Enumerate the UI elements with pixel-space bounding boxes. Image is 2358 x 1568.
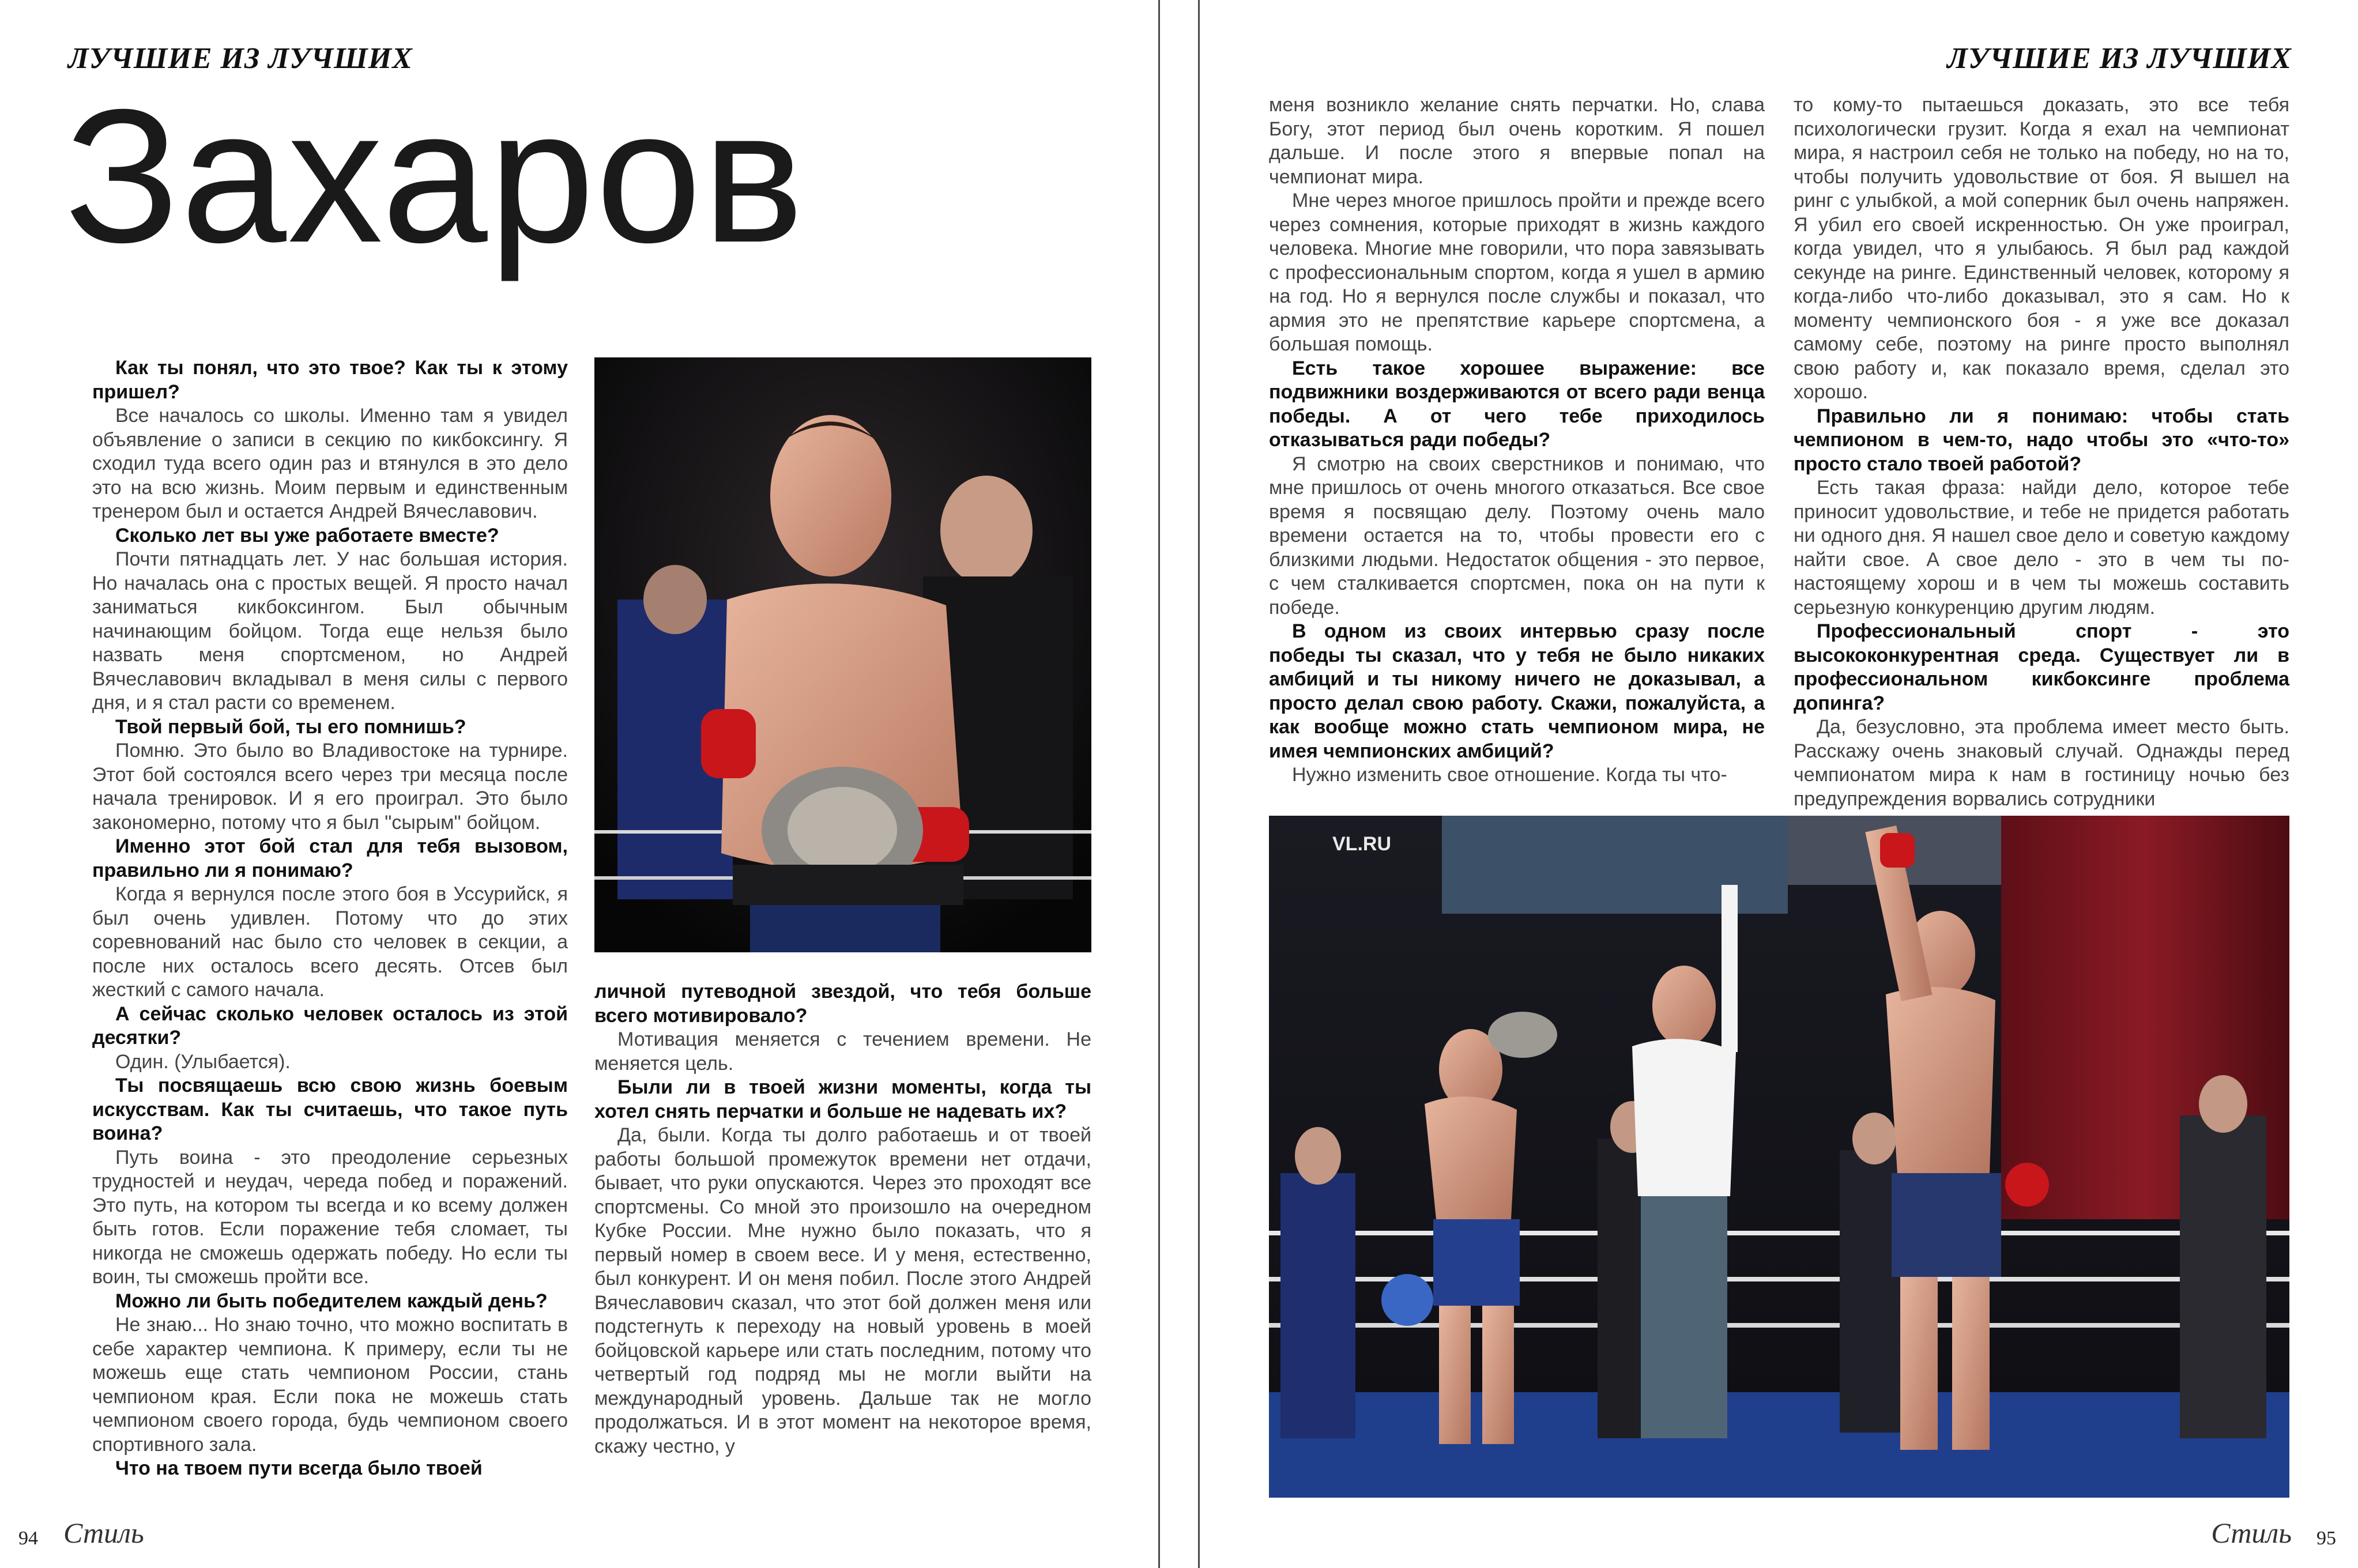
interview-answer: Один. (Улыбается). xyxy=(115,1050,291,1073)
page-number: 94 xyxy=(18,1528,38,1549)
interview-answer: Мотивация меняется с течением времени. Не меняется цель. xyxy=(594,1028,1091,1075)
interview-question: Как ты понял, что это твое? Как ты к этому пришел? xyxy=(92,357,568,403)
page-number: 95 xyxy=(2316,1528,2336,1549)
interview-answer: меня возникло желание снять перчатки. Но, слава Богу, этот период был очень коротким. Я пошел дальше. И после этого я впервые попал на чемпионат мира. xyxy=(1269,94,1765,188)
left-page xyxy=(0,0,1160,1568)
interview-question: Твой первый бой, ты его помнишь? xyxy=(115,715,466,738)
interview-answer: Да, безусловно, эта проблема имеет место быть. Расскажу очень знаковый случай. Однажды перед чемпионатом мира к нам в гостиницу ночью без предупреждения ворвались сотрудники xyxy=(1794,716,2289,810)
interview-answer: Почти пятнадцать лет. У нас большая история. Но началась она с простых вещей. Я просто начал заниматься кикбоксингом. Был обычным начинающим бойцом. Тогда еще нельзя было назвать меня спортсменом, но Андрей Вячеславович вкладывал в меня силы с первого дня, и я стал расти со временем. xyxy=(92,548,568,714)
interview-question: А сейчас сколько человек осталось из этой десятки? xyxy=(92,1002,568,1049)
section-header: ЛУЧШИЕ ИЗ ЛУЧШИХ xyxy=(68,42,413,75)
interview-answer: Есть такая фраза: найди дело, которое тебе приносит удовольствие, и тебе не придется работать ни одного дня. Я нашел свое дело и советую каждому найти свое. А свое дело - это в чем ты по-настоящему хорош и в чем ты можешь составить серьезную конкуренцию другим людям. xyxy=(1794,477,2289,619)
interview-question: личной путеводной звездой, что тебя больше всего мотивировало? xyxy=(594,981,1091,1027)
interview-question: Что на твоем пути всегда было твоей xyxy=(115,1457,483,1479)
interview-answer: Мне через многое пришлось пройти и прежде всего через сомнения, которые приходят в жизнь каждого человека. Многие мне говорили, что пора завязывать с профессиональным спортом, когда я ушел в армию на год. Но я вернулся после службы и показал, что армия это не препятствие карьере спортсмена, а большая помощь. xyxy=(1269,190,1765,355)
interview-answer: Все началось со школы. Именно там я увидел объявление о записи в секцию по кикбоксингу. Я сходил туда всего один раз и втянулся в это дело это на всю жизнь. Моим первым и единственным тренером был и остается Андрей Вячеславович. xyxy=(92,405,568,522)
interview-answer: Не знаю... Но знаю точно, что можно воспитать в себе характер чемпиона. К примеру, если ты не можешь еще стать чемпионом России, стань чемпионом края. Если пока не можешь стать чемпионом своего города, будь чемпионом своего спортивного зала. xyxy=(92,1314,568,1456)
interview-question: Ты посвящаешь всю свою жизнь боевым искусствам. Как ты считаешь, что такое путь воина? xyxy=(92,1075,568,1144)
text-column-2 xyxy=(594,980,1091,1458)
section-header: ЛУЧШИЕ ИЗ ЛУЧШИХ xyxy=(1947,42,2292,75)
interview-answer: Путь воина - это преодоление серьезных трудностей и неудач, череда побед и поражений. Это путь, на котором ты всегда и ко всему должен быть готов. Если поражение тебя сломает, ты никогда не сможешь одержать победу. Но если ты воин, ты сможешь пройти все. xyxy=(92,1146,568,1288)
magazine-logo: Стиль xyxy=(63,1517,144,1549)
interview-question: В одном из своих интервью сразу после победы ты сказал, что у тебя не было никаких амбиций и ты никому ничего не доказывал, а просто делал свою работу. Скажи, пожалуйста, а как вообще можно стать чемпионом мира, не имея чемпионских амбиций? xyxy=(1269,620,1765,762)
text-column-1 xyxy=(92,356,568,1481)
right-page xyxy=(1198,0,2358,1568)
text-column-2 xyxy=(1794,93,2289,811)
interview-question: Профессиональный спорт - это высококонкурентная среда. Существует ли в профессиональном кикбоксинге проблема допинга? xyxy=(1794,620,2289,714)
interview-question: Есть такое хорошее выражение: все подвижники воздерживаются от всего ради венца победы. А от чего тебе приходилось отказываться ради победы? xyxy=(1269,357,1765,451)
interview-answer: Когда я вернулся после этого боя в Уссурийск, я был очень удивлен. Потому что до этих соревнований нас было сто человек в секции, а после них осталось всего десять. Отсев был жесткий с самого начала. xyxy=(92,883,568,1001)
interview-question: Можно ли быть победителем каждый день? xyxy=(115,1290,548,1312)
photo-watermark: VL.RU xyxy=(1332,833,1391,855)
portrait-photo xyxy=(594,357,1091,952)
interview-question: Были ли в твоей жизни моменты, когда ты хотел снять перчатки и больше не надевать их? xyxy=(594,1076,1091,1122)
interview-question: Именно этот бой стал для тебя вызовом, правильно ли я понимаю? xyxy=(92,835,568,881)
text-column-1 xyxy=(1269,93,1765,787)
interview-question: Сколько лет вы уже работаете вместе? xyxy=(115,524,499,546)
ring-photo xyxy=(1269,816,2289,1498)
interview-answer: Нужно изменить свое отношение. Когда ты что- xyxy=(1292,764,1727,786)
interview-answer: Да, были. Когда ты долго работаешь и от твоей работы большой промежуток времени нет отдачи, бывает, что руки опускаются. Через это проходят все спортсмены. Со мной это произошло на очередном Кубке России. Мне нужно было показать, что я первый номер в своем весе. И у меня, естественно, был конкурент. И он меня побил. После этого Андрей Вячеславович сказал, что этот бой должен меня или подстегнуть к переходу на новый уровень в моей бойцовской карьере или стать последним, потому что четвертый год подряд мы не могли выйти на международный уровень. Дальше так не могло продолжаться. И в этот момент на некоторое время, скажу честно, у xyxy=(594,1124,1091,1457)
interview-answer: то кому-то пытаешься доказать, это все тебя психологически грузит. Когда я ехал на чемпионат мира, я настроил себя не только на победу, но на то, чтобы получить удовольствие от боя. Я вышел на ринг с улыбкой, а мой соперник был очень напряжен. Я убил его своей искренностью. Он уже проиграл, когда увидел, что я улыбаюсь. Я был рад каждой секунде на ринге. Единственный человек, которому я когда-либо что-либо доказывал, это я сам. Но к моменту чемпионского боя - я уже все доказал самому себе, поэтому на ринге просто выполнял свою работу и, как показало время, сделал это хорошо. xyxy=(1794,94,2289,403)
interview-question: Правильно ли я понимаю: чтобы стать чемпионом в чем-то, надо чтобы это «что-то» просто стало твоей работой? xyxy=(1794,405,2289,475)
article-title: Захаров xyxy=(65,69,805,282)
interview-answer: Помню. Это было во Владивостоке на турнире. Этот бой состоялся всего через три месяца после начала тренировок. И я его проиграл. Это было закономерно, потому что я был "сырым" бойцом. xyxy=(92,740,568,834)
magazine-logo: Стиль xyxy=(2211,1517,2292,1549)
interview-answer: Я смотрю на своих сверстников и понимаю, что мне пришлось от очень многого отказаться. Все свое время я посвящаю делу. Поэтому очень мало времени остается на то, чтобы провести его с близкими людьми. Недостаток общения - это первое, с чем сталкивается спортсмен, пока он на пути к победе. xyxy=(1269,453,1765,619)
